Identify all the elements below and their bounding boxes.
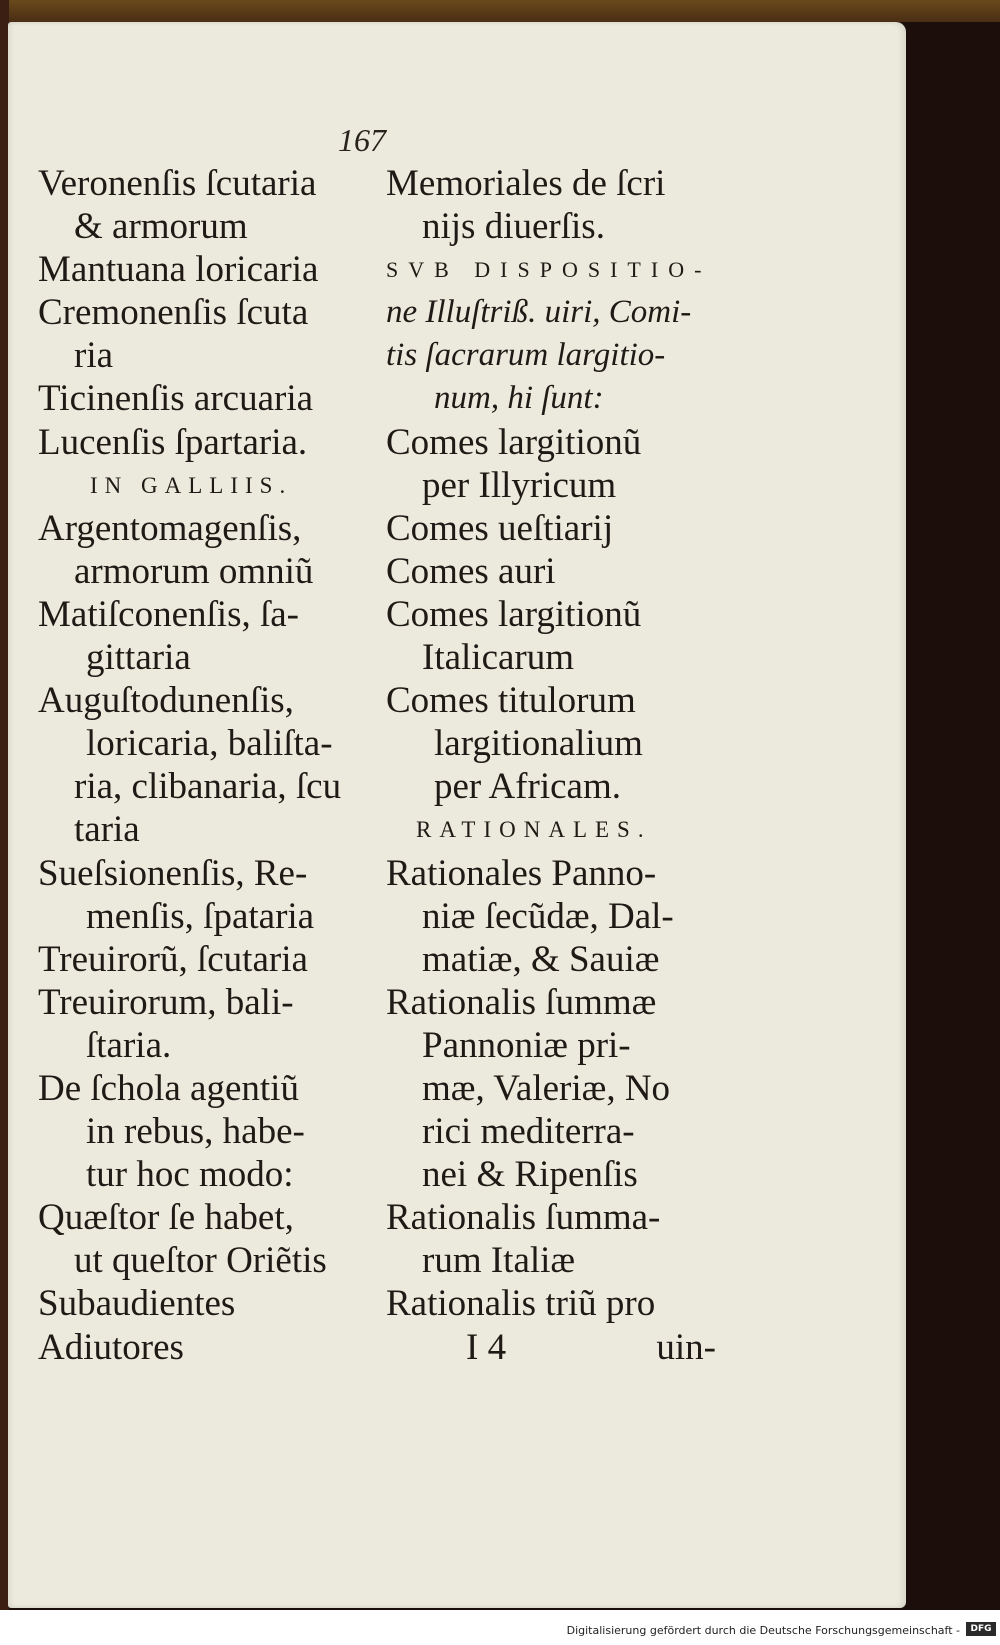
dfg-logo: DFG [966,1622,996,1636]
text-line: nei & Ripenſis [422,1154,638,1196]
text-line: Argentomagenſis, [38,507,302,549]
text-line: Italicarum [422,637,575,679]
text-line: Rationales Panno- [386,852,657,894]
text-line: Mantuana loricaria [38,249,319,291]
text-line: mæ, Valeriæ, No [422,1067,671,1109]
text-line: in rebus, habe- [86,1111,305,1153]
page-foot-row [386,1326,716,1369]
text-line: ut queſtor Oriẽtis [74,1240,327,1282]
text-line: num, hi ſunt: [434,380,604,417]
book-page [8,22,906,1608]
text-line: ria, clibanaria, ſcu [74,766,342,808]
text-line: rum Italiæ [422,1240,576,1282]
text-line: Comes largitionũ [386,421,642,463]
text-line: tur hoc modo: [86,1154,294,1196]
text-line: De ſchola agentiũ [38,1067,299,1109]
text-line: gittaria [86,637,191,679]
text-line: nijs diuerſis. [422,206,605,248]
text-line: per Illyricum [422,464,617,506]
section-heading: SVB DISPOSITIO- [386,257,712,283]
section-heading: RATIONALES. [416,817,652,843]
text-line: armorum omniũ [74,550,314,592]
text-line: Adiutores [38,1326,184,1368]
catchword: uin- [656,1326,716,1368]
text-line: Pannoniæ pri- [422,1024,631,1066]
text-line: Subaudientes [38,1283,236,1325]
text-line: Comes largitionũ [386,593,642,635]
text-line: & armorum [74,206,248,248]
text-line: Ticinenſis arcuaria [38,378,314,420]
footer-bar [0,1610,1000,1645]
text-line: Comes titulorum [386,680,636,722]
text-line: ria [74,335,114,377]
text-line: taria [74,809,140,851]
text-line: Memoriales de ſcri [386,163,666,204]
text-line: tis ſacrarum largitio- [386,337,666,374]
text-line: Veronenſis ſcutaria [38,163,317,204]
section-heading: IN GALLIIS. [90,472,293,498]
text-line: Treuirorũ, ſcutaria [38,938,308,980]
page-number: 167 [338,122,386,158]
text-line: rici mediterra- [422,1111,635,1153]
left-column [38,162,378,1369]
text-line: Comes auri [386,550,556,592]
text-line: Comes ueſtiarij [386,507,614,549]
signature-mark: I 4 [466,1326,507,1368]
scan-top-edge [0,0,1000,22]
text-line: ne Illuſtriß. uiri, Comi- [386,294,692,331]
text-line: per Africam. [434,766,621,808]
text-line: Matiſconenſis, ſa- [38,593,299,635]
text-line: matiæ, & Sauiæ [422,938,660,980]
text-line: Sueſsionenſis, Re- [38,852,308,894]
right-column [386,162,716,1369]
text-line: loricaria, baliſta- [86,723,333,765]
text-line: Rationalis triũ pro [386,1283,656,1325]
text-line: Quæſtor ſe habet, [38,1197,294,1239]
text-line: Cremonenſis ſcuta [38,292,309,334]
text-line: menſis, ſpataria [86,895,315,937]
text-line: Treuirorum, bali- [38,981,294,1023]
text-line: largitionalium [434,723,643,765]
text-line: Rationalis ſumma- [386,1197,661,1239]
text-line: niæ ſecũdæ, Dal- [422,895,674,937]
text-line: Lucenſis ſpartaria. [38,421,308,463]
text-line: ſtaria. [86,1024,172,1066]
text-line: Rationalis ſummæ [386,981,657,1023]
text-line: Auguſtodunenſis, [38,680,294,722]
funding-notice: Digitalisierung gefördert durch die Deutsche Forschungsgemeinschaft - [566,1624,960,1637]
